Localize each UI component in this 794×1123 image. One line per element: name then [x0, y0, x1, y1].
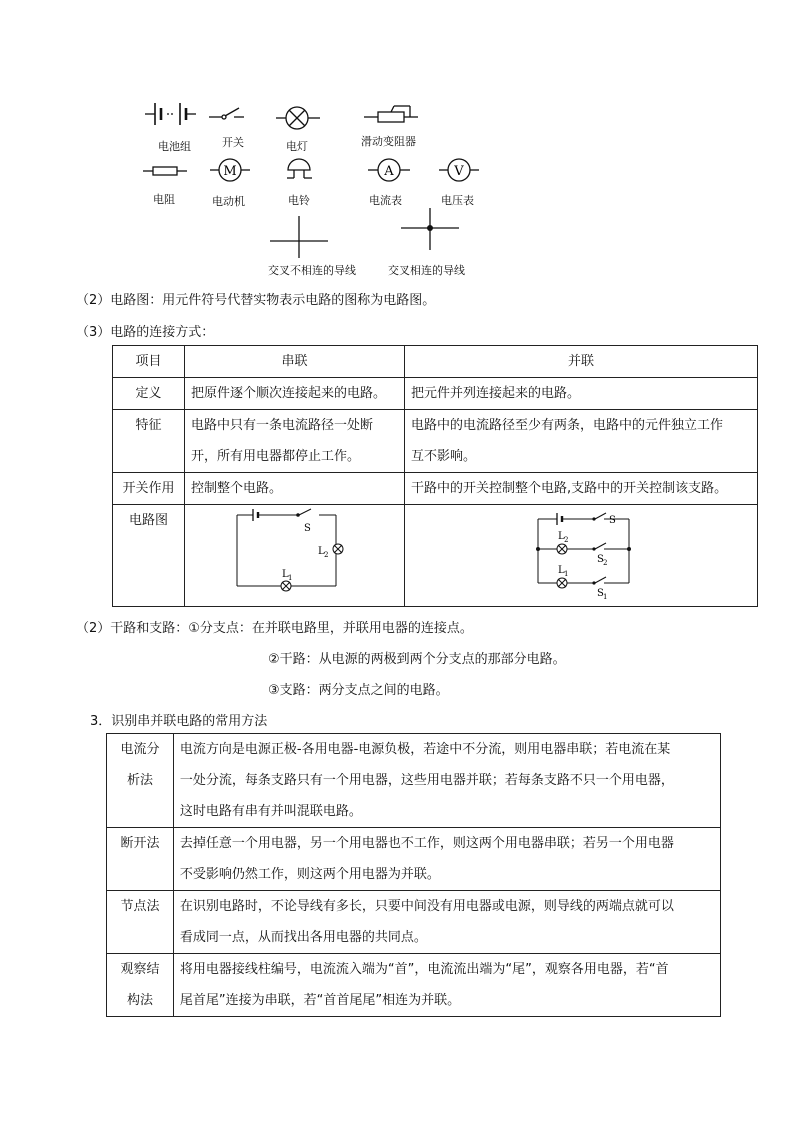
junction-dot: [427, 225, 433, 231]
parallel-switch1-label: S: [597, 588, 604, 599]
method-text: [173, 891, 720, 954]
method-label-line: 断开法: [120, 836, 160, 851]
method-label: [107, 954, 174, 1017]
cross-connected-label: 交叉相连的导线: [388, 264, 465, 277]
parallel-circuit-diagram: [405, 505, 757, 605]
series-circuit-diagram: [185, 505, 404, 605]
motor-label: 电动机: [212, 195, 245, 208]
method-label-line: 析法: [126, 773, 153, 788]
method-label: [107, 891, 174, 954]
method-text-line: 电流方向是电源正极-各用电器-电源负极，若途中不分流，则用电器串联；若电流在某: [179, 742, 671, 757]
row-label: 特征: [113, 410, 185, 473]
parallel-switch2-label: S: [597, 554, 604, 565]
section3-title: 3．识别串并联电路的常用方法: [90, 714, 268, 729]
method-text-line: 看成同一点，从而找出各用电器的共同点。: [179, 930, 427, 945]
method-text: [173, 828, 720, 891]
switch-label: 开关: [222, 136, 244, 149]
parallel-lamp2-sub: 2: [564, 536, 569, 544]
method-text-line: 尾首尾”连接为串联，若“首首尾尾”相连为并联。: [179, 993, 461, 1008]
identify-methods-table: [106, 733, 721, 1017]
lamp-label: 电灯: [286, 140, 308, 153]
method-label-line: 节点法: [120, 899, 160, 914]
table-row: [113, 473, 758, 505]
bell-symbol: [287, 159, 312, 178]
motor-letter: M: [223, 164, 237, 179]
lamp-symbol: [276, 107, 320, 129]
method-text: [173, 734, 720, 828]
series-lamp2-label: L: [318, 546, 325, 557]
table-row: [113, 410, 758, 473]
row-label: 定义: [113, 378, 185, 410]
para-circuit-diagram: （2）电路图：用元件符号代替实物表示电路的图称为电路图。: [76, 293, 436, 308]
voltmeter-label: 电压表: [441, 194, 474, 207]
switch-symbol: [209, 108, 244, 119]
method-label-line: 观察结: [120, 962, 160, 977]
series-parallel-table: [112, 345, 758, 607]
series-cell: [185, 410, 405, 473]
method-text-line: 将用电器接线柱编号，电流流入端为“首”，电流流出端为“尾”，观察各用电器，若“首: [179, 962, 669, 977]
battery-label: 电池组: [158, 140, 191, 153]
row-label: 电路图: [113, 505, 185, 607]
parallel-circuit-cell: [405, 505, 758, 607]
series-line: 电路中只有一条电流路径一处断: [191, 418, 374, 433]
rheostat-label: 滑动变阻器: [361, 135, 416, 148]
table-header-row: [113, 346, 758, 378]
method-label-line: 电流分: [120, 742, 160, 757]
parallel-main-switch-label: S: [609, 515, 616, 526]
method-text-line: 一处分流，每条支路只有一个用电器，这些用电器并联；若每条支路不只一个用电器，: [179, 773, 674, 788]
table-row: [107, 828, 721, 891]
series-lamp1-sub: 1: [288, 574, 293, 582]
table-row: [107, 954, 721, 1017]
trunk-branch-line3: ③支路：两分支点之间的电路。: [268, 683, 449, 698]
series-switch-label: S: [304, 523, 311, 534]
table-row: [107, 734, 721, 828]
series-lamp1-label: L: [282, 569, 289, 580]
parallel-line: 电路中的电流路径至少有两条，电路中的元件独立工作: [411, 418, 724, 433]
parallel-cell: 把元件并列连接起来的电路。: [405, 378, 758, 410]
rheostat-symbol: [364, 106, 418, 122]
cross-unconnected-label: 交叉不相连的导线: [268, 264, 356, 277]
method-label-line: 构法: [126, 993, 153, 1008]
method-text-line: 不受影响仍然工作，则这两个用电器为并联。: [179, 867, 440, 882]
method-text-line: 在识别电路时，不论导线有多长，只要中间没有用电器或电源，则导线的两端点就可以: [179, 899, 674, 914]
row-label: 开关作用: [113, 473, 185, 505]
series-circuit-cell: [185, 505, 405, 607]
series-line: 开，所有用电器都停止工作。: [191, 449, 361, 464]
resistor-symbol: [143, 167, 187, 175]
ammeter-label: 电流表: [369, 194, 402, 207]
method-label: [107, 828, 174, 891]
series-cell: 把原件逐个顺次连接起来的电路。: [185, 378, 405, 410]
method-label: [107, 734, 174, 828]
trunk-branch-line2: ②干路：从电源的两极到两个分支点的那部分电路。: [268, 652, 566, 667]
method-text-line: 这时电路有串有并叫混联电路。: [179, 804, 362, 819]
parallel-line: 互不影响。: [411, 449, 477, 464]
table-row: [113, 505, 758, 607]
parallel-lamp1-sub: 1: [564, 570, 569, 578]
method-text-line: 去掉任意一个用电器，另一个用电器也不工作，则这两个用电器串联；若另一个用电器: [179, 836, 674, 851]
parallel-switch2-sub: 2: [603, 559, 608, 567]
header-series: 串联: [185, 346, 405, 378]
battery-symbol: [145, 103, 196, 125]
series-cell: 控制整个电路。: [185, 473, 405, 505]
method-text: [173, 954, 720, 1017]
resistor-label: 电阻: [153, 193, 175, 206]
trunk-branch-line1: （2）干路和支路：①分支点：在并联电路里，并联用电器的连接点。: [76, 621, 473, 636]
ammeter-letter: A: [384, 164, 394, 179]
table-row: [113, 378, 758, 410]
para-connection-methods: （3）电路的连接方式：: [76, 325, 215, 340]
parallel-lamp1-label: L: [558, 565, 565, 576]
parallel-cell: 干路中的开关控制整个电路,支路中的开关控制该支路。: [405, 473, 758, 505]
header-item: 项目: [113, 346, 185, 378]
parallel-switch1-sub: 1: [603, 593, 608, 601]
series-lamp2-sub: 2: [324, 551, 329, 559]
voltmeter-letter: V: [454, 164, 464, 179]
parallel-cell: [405, 410, 758, 473]
header-parallel: 并联: [405, 346, 758, 378]
parallel-lamp2-label: L: [558, 531, 565, 542]
table-row: [107, 891, 721, 954]
cross-unconnected-symbol: [270, 216, 328, 258]
bell-label: 电铃: [288, 194, 310, 207]
